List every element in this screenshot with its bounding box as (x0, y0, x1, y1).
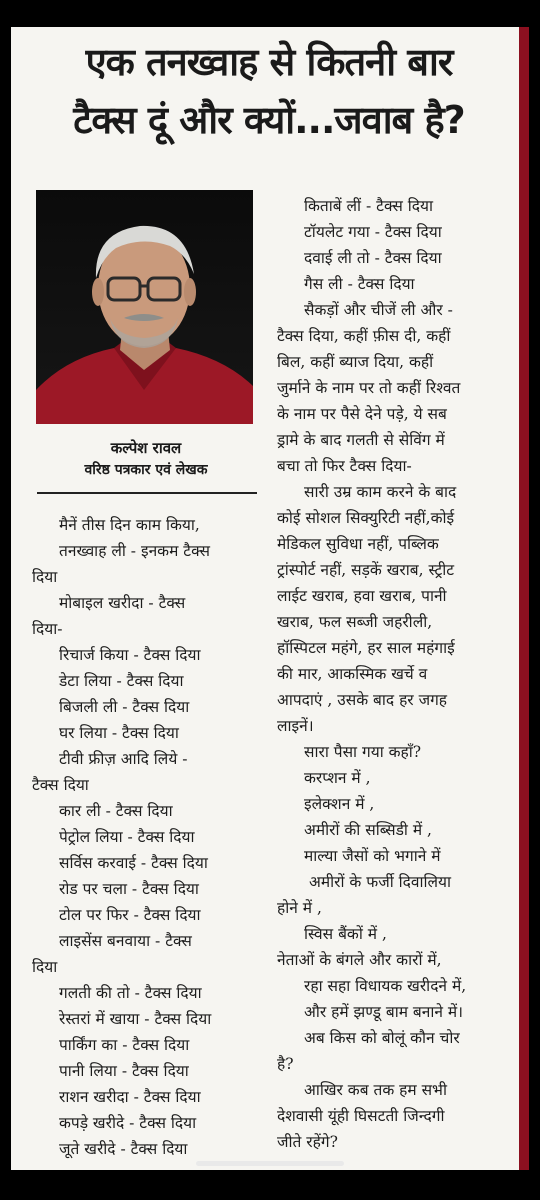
column2-line: देशवासी यूंही घिसटती जिन्दगी (277, 1107, 445, 1125)
column1-line: टीवी फ्रीज़ आदि लिये - (59, 750, 188, 768)
author-photo (36, 190, 253, 424)
column2-line: कोई सोशल सिक्युरिटी नहीं,कोई (277, 509, 455, 527)
home-indicator-bar[interactable] (196, 1161, 344, 1166)
column1-line: सर्विस करवाई - टैक्स दिया (59, 854, 208, 872)
newspaper-clipping (11, 27, 529, 1170)
column1-line: मोबाइल खरीदा - टैक्स (59, 594, 186, 612)
column1-line: गलती की तो - टैक्स दिया (59, 984, 202, 1002)
headline (19, 33, 519, 149)
author-name: कल्पेश रावल (110, 439, 182, 457)
column2-line: हॉस्पिटल महंगे, हर साल महंगाई (277, 639, 455, 657)
column2-line: सारी उम्र काम करने के बाद (304, 483, 457, 501)
column2-line: दवाई ली तो - टैक्स दिया (304, 249, 442, 267)
column2-line: माल्या जैसों को भगाने में (304, 847, 441, 865)
column1-line: घर लिया - टैक्स दिया (59, 724, 179, 742)
column2-line: अमीरों की सब्सिडी में , (304, 821, 432, 839)
column2-line: ट्रांस्पोर्ट नहीं, सड़कें खराब, स्ट्रीट (277, 561, 455, 579)
page-edge-strip (519, 27, 529, 1170)
article-column-2 (277, 193, 512, 1155)
column1-line: दिया (32, 958, 58, 976)
column2-line: जुर्माने के नाम पर तो कहीं रिश्वत (277, 379, 461, 397)
column1-line: कार ली - टैक्स दिया (59, 802, 173, 820)
headline-line-1: एक तनख्वाह से कितनी बार (85, 40, 453, 84)
column2-line: की मार, आकस्मिक खर्चे व (277, 665, 428, 683)
column1-line: लाइसेंस बनवाया - टैक्स (59, 932, 192, 950)
column1-line: पार्किंग का - टैक्स दिया (59, 1036, 190, 1054)
column2-line: बचा तो फिर टैक्स दिया- (277, 457, 412, 475)
column1-line: बिजली ली - टैक्स दिया (59, 698, 190, 716)
column1-line: टोल पर फिर - टैक्स दिया (59, 906, 201, 924)
column2-line: मेडिकल सुविधा नहीं, पब्लिक (277, 535, 439, 553)
column2-line: रहा सहा विधायक खरीदने में, (304, 977, 467, 995)
column2-line: आखिर कब तक हम सभी (304, 1081, 447, 1099)
column1-line: जूते खरीदे - टैक्स दिया (59, 1140, 188, 1158)
column2-line: और हमें झण्डू बाम बनाने में। (304, 1003, 464, 1021)
column2-line: के नाम पर पैसे देने पड़े, ये सब (277, 405, 447, 423)
author-byline (31, 437, 261, 481)
byline-divider (37, 492, 257, 494)
article-column-1 (32, 512, 260, 1162)
column1-line: मैनें तीस दिन काम किया, (59, 516, 200, 534)
column2-line: जीते रहेंगे? (277, 1133, 338, 1151)
column2-line: है? (277, 1055, 294, 1073)
column2-line: लाईट खराब, हवा खराब, पानी (277, 587, 447, 605)
column1-line: रिचार्ज किया - टैक्स दिया (59, 646, 201, 664)
column2-line: लाइनें। (277, 717, 314, 735)
column2-line: टॉयलेट गया - टैक्स दिया (304, 223, 442, 241)
column1-line: कपड़े खरीदे - टैक्स दिया (59, 1114, 197, 1132)
column2-line: किताबें लीं - टैक्स दिया (304, 197, 433, 215)
column2-line: खराब, फल सब्जी जहरीली, (277, 613, 433, 631)
column1-line: पेट्रोल लिया - टैक्स दिया (59, 828, 195, 846)
column1-line: पानी लिया - टैक्स दिया (59, 1062, 189, 1080)
column2-line: अब किस को बोलूं कौन चोर (304, 1029, 460, 1047)
column1-line: दिया (32, 568, 58, 586)
column2-line: टैक्स दिया, कहीं फ़ीस दी, कहीं (277, 327, 451, 345)
column1-line: तनख्वाह ली - इनकम टैक्स (59, 542, 210, 560)
column1-line: टैक्स दिया (32, 776, 89, 794)
column2-line: आपदाएं , उसके बाद हर जगह (277, 691, 448, 709)
author-role: वरिष्ठ पत्रकार एवं लेखक (84, 462, 208, 478)
column1-line: दिया- (32, 620, 63, 638)
column1-line: डेटा लिया - टैक्स दिया (59, 672, 184, 690)
column2-line: सारा पैसा गया कहाँ? (304, 743, 422, 761)
column2-line: अमीरों के फर्जी दिवालिया (309, 873, 452, 891)
column2-line: होने में , (277, 899, 322, 917)
column1-line: रेस्तरां में खाया - टैक्स दिया (59, 1010, 212, 1028)
headline-line-2: टैक्स दूं और क्यों...जवाब है? (73, 98, 465, 142)
column1-line: राशन खरीदा - टैक्स दिया (59, 1088, 201, 1106)
column2-line: ड्रामे के बाद गलती से सेविंग में (277, 431, 445, 449)
column1-line: रोड पर चला - टैक्स दिया (59, 880, 199, 898)
column2-line: सैकड़ों और चीजें ली और - (304, 301, 453, 319)
column2-line: इलेक्शन में , (304, 795, 375, 813)
column2-line: बिल, कहीं ब्याज दिया, कहीं (277, 353, 434, 371)
column2-line: स्विस बैंकों में , (304, 925, 387, 943)
column2-line: नेताओं के बंगले और कारों में, (277, 951, 442, 969)
column2-line: गैस ली - टैक्स दिया (304, 275, 415, 293)
author-portrait-image (36, 190, 253, 424)
column2-line: करप्शन में , (304, 769, 371, 787)
